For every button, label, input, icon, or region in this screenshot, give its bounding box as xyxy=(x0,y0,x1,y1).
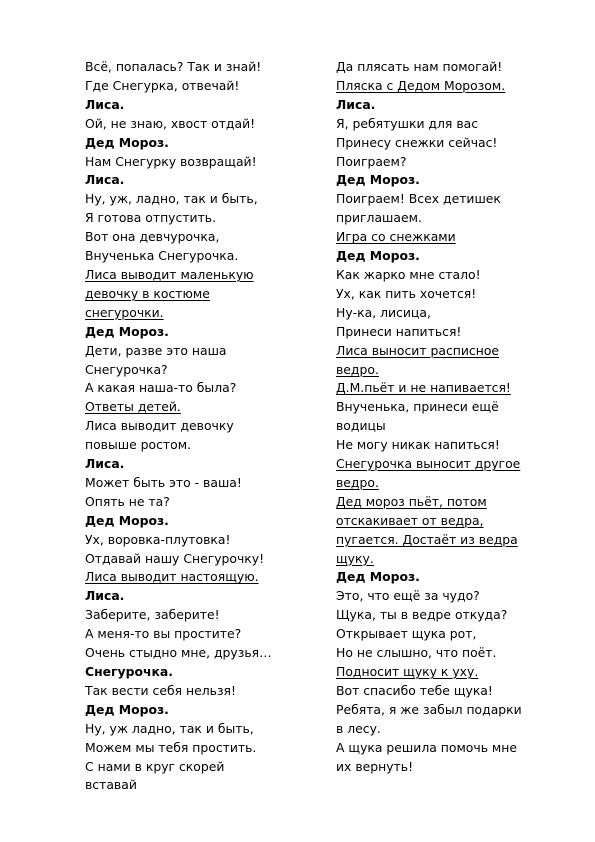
stage-direction: Д.М.пьёт и не напивается! xyxy=(336,380,511,396)
dialogue-line: Лиса выводит девочку xyxy=(85,418,234,434)
dialogue-line: Но не слышно, что поёт. xyxy=(336,645,497,661)
dialogue-line: Снегурочка? xyxy=(85,361,168,377)
dialogue-line: Не могу никак напиться! xyxy=(336,437,500,453)
dialogue-line: Да плясать нам помогай! xyxy=(336,59,503,74)
dialogue-line: Поиграем! Всех детишек xyxy=(336,191,501,207)
dialogue-line: Это, что ещё за чудо? xyxy=(336,588,480,604)
stage-direction: Лиса выводит настоящую. xyxy=(85,569,259,585)
speaker-name: Дед Мороз. xyxy=(85,512,169,528)
dialogue-line: вставай xyxy=(85,777,137,793)
dialogue-line: Внученька Снегурочка. xyxy=(85,248,239,264)
dialogue-line: Как жарко мне стало! xyxy=(336,266,481,282)
dialogue-line: Может быть это - ваша! xyxy=(85,474,242,490)
stage-direction: пугается. Достаёт из ведра xyxy=(336,531,518,547)
stage-direction: Лиса выносит расписное xyxy=(336,342,500,358)
dialogue-line: Открывает щука рот, xyxy=(336,626,477,642)
dialogue-line: Ну, уж ладно, так и быть, xyxy=(85,720,254,736)
stage-direction: отскакивает от ведра, xyxy=(336,512,484,528)
dialogue-line: Я, ребятушки для вас xyxy=(336,115,479,131)
left-column xyxy=(85,58,310,795)
dialogue-line: А какая наша-то была? xyxy=(85,380,237,396)
dialogue-line: А меня-то вы простите? xyxy=(85,626,242,642)
dialogue-line: водицы xyxy=(336,418,386,434)
dialogue-line: приглашаем. xyxy=(336,210,422,226)
dialogue-line: Очень стыдно мне, друзья… xyxy=(85,645,272,661)
dialogue-line: Где Снегурка, отвечай! xyxy=(85,77,240,93)
stage-direction: Лиса выводит маленькую xyxy=(85,266,254,282)
speaker-name: Дед Мороз. xyxy=(85,134,169,150)
stage-direction: щуку. xyxy=(336,550,374,566)
stage-direction: ведро. xyxy=(336,474,379,490)
dialogue-line: Внученька, принеси ещё xyxy=(336,399,499,415)
dialogue-line: С нами в круг скорей xyxy=(85,758,225,774)
speaker-name: Дед Мороз. xyxy=(336,172,420,188)
dialogue-line: повыше ростом. xyxy=(85,437,192,453)
dialogue-line: Ух, как пить хочется! xyxy=(336,285,477,301)
dialogue-line: их вернуть! xyxy=(336,758,414,774)
stage-direction: Ответы детей. xyxy=(85,399,181,415)
speaker-name: Дед Мороз. xyxy=(85,323,169,339)
speaker-name: Дед Мороз. xyxy=(336,569,420,585)
dialogue-line: Принесу снежки сейчас! xyxy=(336,134,498,150)
stage-direction: Дед мороз пьёт, потом xyxy=(336,493,487,509)
dialogue-line: Всё, попалась? Так и знай! xyxy=(85,59,262,74)
stage-direction: Игра со снежками xyxy=(336,229,456,245)
dialogue-line: Принеси напиться! xyxy=(336,323,462,339)
speaker-name: Дед Мороз. xyxy=(336,248,420,264)
dialogue-line: Опять не та? xyxy=(85,493,170,509)
speaker-name: Дед Мороз. xyxy=(85,701,169,717)
stage-direction: девочку в костюме xyxy=(85,285,210,301)
dialogue-line: Можем мы тебя простить. xyxy=(85,739,257,755)
dialogue-line: Заберите, заберите! xyxy=(85,607,220,623)
stage-direction: снегурочки. xyxy=(85,304,164,320)
stage-direction: Снегурочка выносит другое xyxy=(336,456,521,472)
dialogue-line: Поиграем? xyxy=(336,153,407,169)
speaker-name: Лиса. xyxy=(85,172,125,188)
dialogue-line: Так вести себя нельзя! xyxy=(85,682,236,698)
speaker-name: Лиса. xyxy=(85,456,125,472)
dialogue-line: в лесу. xyxy=(336,720,381,736)
stage-direction: Подносит щуку к уху. xyxy=(336,664,479,679)
speaker-name: Лиса. xyxy=(85,96,125,112)
dialogue-line: Вот спасибо тебе щука! xyxy=(336,682,493,698)
dialogue-line: Ребята, я же забыл подарки xyxy=(336,701,522,717)
dialogue-line: Отдавай нашу Снегурочку! xyxy=(85,550,265,566)
dialogue-line: Я готова отпустить. xyxy=(85,210,217,226)
dialogue-line: Вот она девчурочка, xyxy=(85,229,220,245)
dialogue-line: Ой, не знаю, хвост отдай! xyxy=(85,115,256,131)
stage-direction: ведро. xyxy=(336,361,379,377)
right-column xyxy=(336,58,576,776)
dialogue-line: Ух, воровка-плутовка! xyxy=(85,531,231,547)
dialogue-line: Щука, ты в ведре откуда? xyxy=(336,607,508,623)
speaker-name: Лиса. xyxy=(336,96,376,112)
dialogue-line: Дети, разве это наша xyxy=(85,342,227,358)
dialogue-line: Ну, уж, ладно, так и быть, xyxy=(85,191,258,207)
dialogue-line: Нам Снегурку возвращай! xyxy=(85,153,257,169)
stage-direction: Пляска с Дедом Морозом. xyxy=(336,77,506,93)
speaker-name: Лиса. xyxy=(85,588,125,604)
dialogue-line: Ну-ка, лисица, xyxy=(336,304,431,320)
speaker-name: Снегурочка. xyxy=(85,664,173,679)
dialogue-line: А щука решила помочь мне xyxy=(336,739,518,755)
